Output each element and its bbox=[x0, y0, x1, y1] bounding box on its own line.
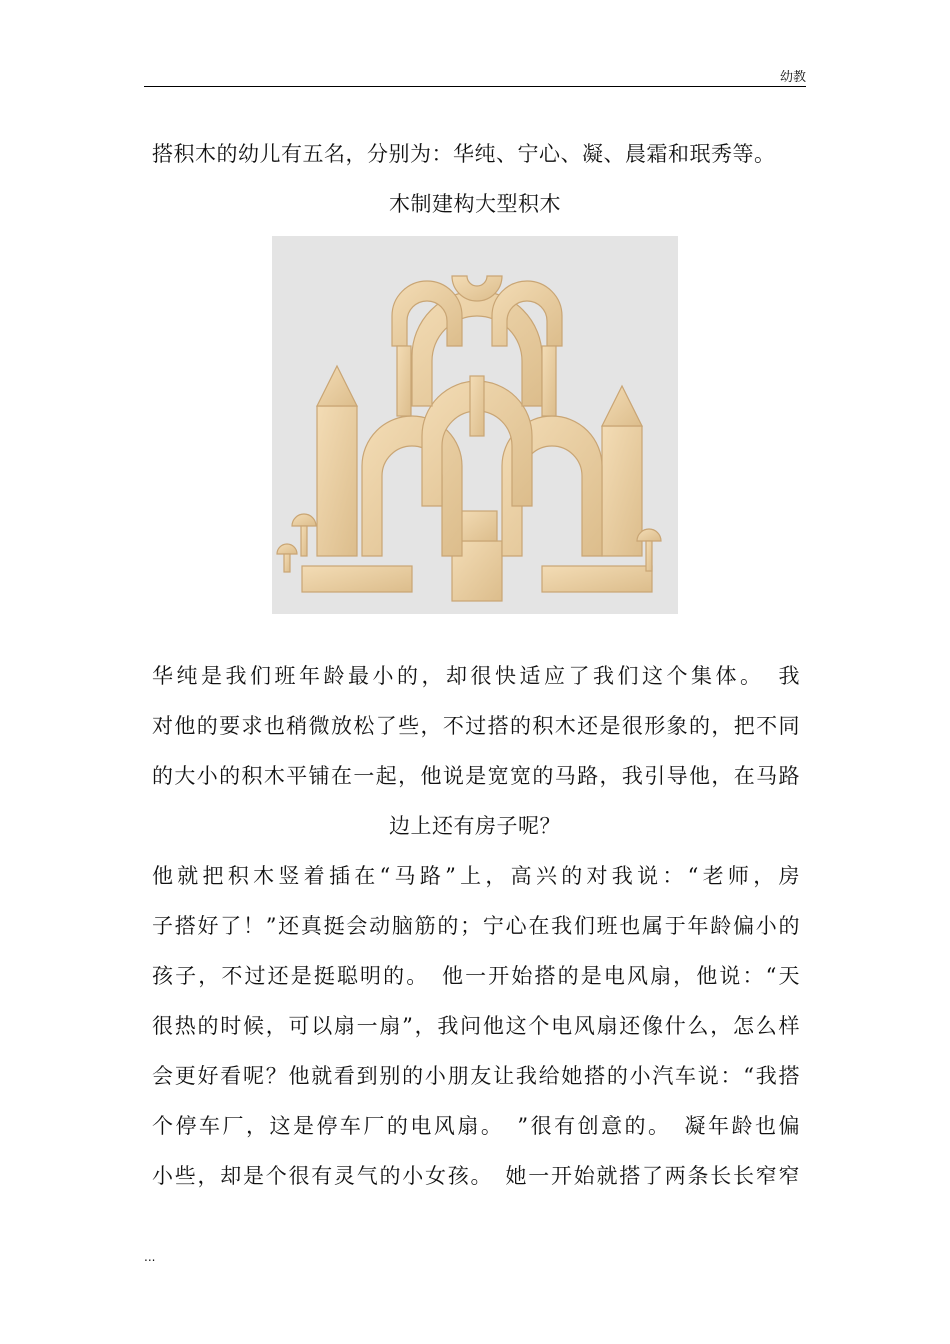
wooden-blocks-image bbox=[272, 236, 678, 614]
footer-marker: ... bbox=[144, 1250, 156, 1264]
paragraph-line: 个停车厂，这是停车厂的电风扇。 ”很有创意的。 凝年龄也偏 bbox=[152, 1114, 800, 1138]
paragraph-line: 孩子，不过还是挺聪明的。 他一开始搭的是电风扇，他说：“天 bbox=[152, 964, 800, 988]
paragraph-line: 对他的要求也稍微放松了些，不过搭的积木还是很形象的，把不同 bbox=[152, 714, 800, 738]
header-label: 幼教 bbox=[779, 70, 806, 85]
paragraph-line: 小些，却是个很有灵气的小女孩。 她一开始就搭了两条长长窄窄 bbox=[152, 1164, 800, 1188]
header-rule bbox=[144, 86, 806, 87]
paragraph-line: 华纯是我们班年龄最小的，却很快适应了我们这个集体。 我 bbox=[152, 664, 800, 688]
paragraph-line: 很热的时候，可以扇一扇”，我问他这个电风扇还像什么，怎么样 bbox=[152, 1014, 800, 1038]
paragraph-line: 子搭好了！”还真挺会动脑筋的；宁心在我们班也属于年龄偏小的 bbox=[152, 914, 800, 938]
paragraph-line: 会更好看呢？他就看到别的小朋友让我给她搭的小汽车说：“我搭 bbox=[152, 1064, 800, 1088]
intro-line: 搭积木的幼儿有五名，分别为：华纯、宁心、凝、晨霜和珉秀等。 bbox=[152, 142, 776, 166]
figure-caption: 木制建构大型积木 bbox=[389, 192, 561, 216]
paragraph-line: 他就把积木竖着插在“马路”上，高兴的对我说：“老师，房 bbox=[152, 864, 800, 888]
paragraph-line: 的大小的积木平铺在一起，他说是宽宽的马路，我引导他，在马路 bbox=[152, 764, 800, 788]
paragraph-line: 边上还有房子呢？ bbox=[389, 814, 561, 838]
wooden-castle-illustration bbox=[272, 236, 678, 614]
